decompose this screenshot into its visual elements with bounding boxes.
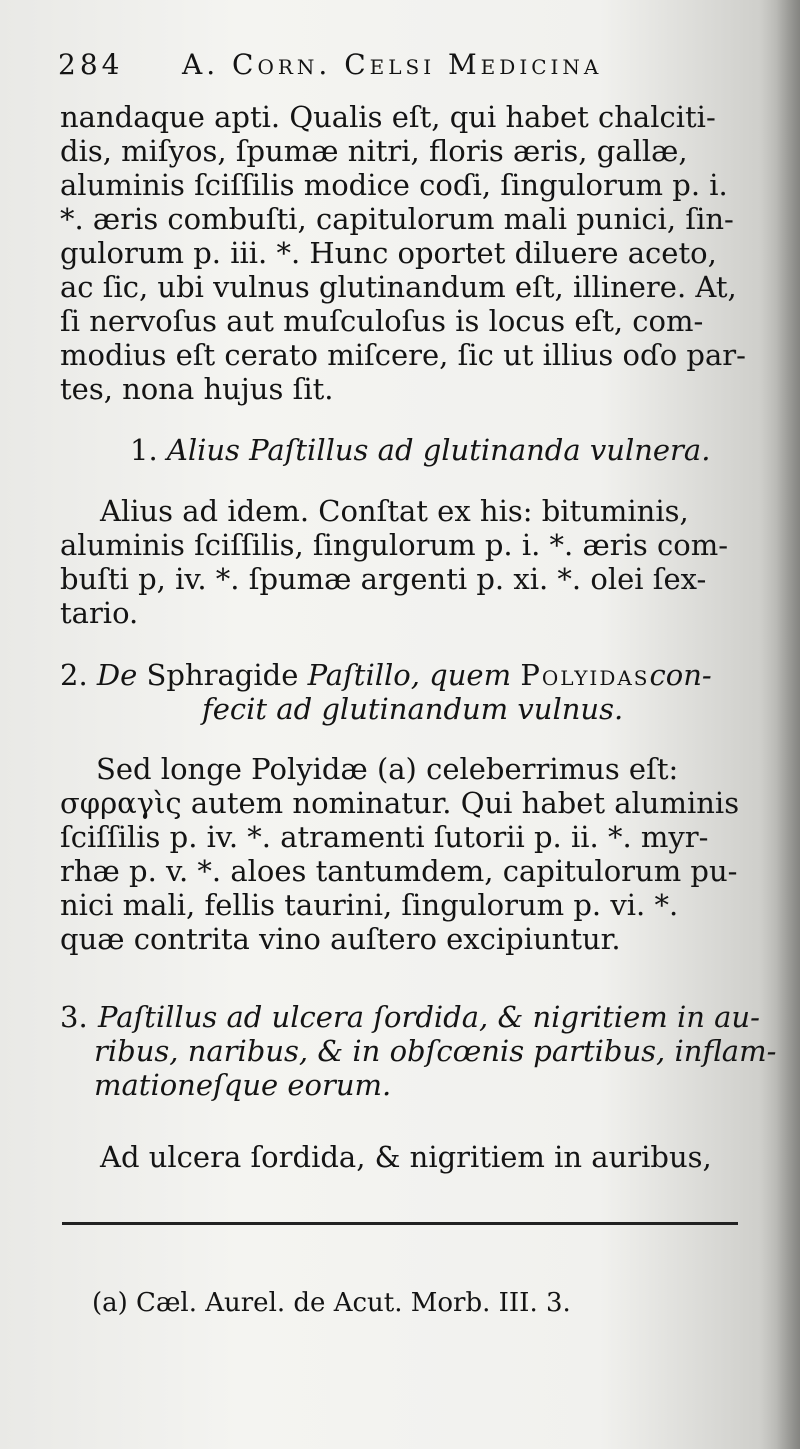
footnote-rule (62, 1222, 738, 1225)
text-line: nici mali, fellis taurini, ſingulorum p. vi. *. (60, 888, 679, 922)
text-line: dis, miſyos, ſpumæ nitri, floris æris, gallæ, (60, 134, 688, 168)
section-heading-3-line: ribus, naribus, & in obſcœnis partibus, inflam- (94, 1034, 777, 1068)
footnote: (a) Cæl. Aurel. de Acut. Morb. III. 3. (92, 1288, 571, 1318)
section-number: 1. (130, 433, 158, 467)
text-line: modius eſt cerato miſcere, ſic ut illius oɗo par- (60, 338, 746, 372)
section-number: 2. (60, 658, 88, 692)
text-line: *. æris combuſti, capitulorum mali punici, ſin- (60, 202, 734, 236)
heading-word: Sphragide (146, 658, 299, 692)
text-line: σφραγὶς autem nominatur. Qui habet aluminis (60, 786, 740, 820)
heading-word: Paſtillo, quem (307, 658, 512, 692)
text-line: ſciſſilis p. iv. *. atramenti ſutorii p. ii. *. myr- (60, 820, 709, 854)
text-line: buſti p, iv. *. ſpumæ argenti p. xi. *. olei ſex- (60, 562, 707, 596)
text-line: quæ contrita vino auſtero excipiuntur. (60, 922, 621, 956)
text-line: aluminis ſciſſilis, ſingulorum p. i. *. æris com- (60, 528, 728, 562)
text-line: tes, nona hujus ſit. (60, 372, 334, 406)
text-line: nandaque apti. Qualis eſt, qui habet chalciti- (60, 100, 716, 134)
section-heading-3-line: mationeſque eorum. (94, 1068, 392, 1102)
text-line: rhæ p. v. *. aloes tantumdem, capitulorum pu- (60, 854, 738, 888)
text-line: ſi nervoſus aut muſculoſus is locus eſt, com- (60, 304, 704, 338)
text-line (60, 752, 678, 786)
text-line: Ad ulcera ſordida, & nigritiem in auribus, (100, 1140, 712, 1174)
section-heading-2-line2: fecit ad glutinandum vulnus. (202, 692, 624, 726)
text-line: tario. (60, 596, 139, 630)
text-line: Alius ad idem. Conſtat ex his: bituminis, (100, 494, 689, 528)
section-heading-3-line: Paſtillus ad ulcera ſordida, & nigritiem in au- (98, 1000, 760, 1034)
text-line: ac ſic, ubi vulnus glutinandum eſt, illinere. At, (60, 270, 737, 304)
heading-word: De (96, 658, 138, 692)
section-heading-1 (130, 433, 710, 467)
page-edge-shadow (776, 0, 800, 1449)
text-line: aluminis ſciſſilis modice coɗi, ſingulorum p. i. (60, 168, 728, 202)
text-line: gulorum p. iii. *. Hunc oportet diluere aceto, (60, 236, 717, 270)
section-title: Alius Paſtillus ad glutinanda vulnera. (166, 433, 711, 467)
section-heading-2 (60, 658, 712, 692)
text-line-content: Sed longe Polyidæ (a) celeberrimus eſt: (96, 752, 679, 786)
section-number: 3. (60, 1000, 88, 1034)
heading-word: con- (649, 658, 712, 692)
heading-name: Polyidas (520, 658, 650, 692)
running-title: A. Corn. Celsi Medicina (182, 48, 603, 81)
page-number: 284 (58, 48, 124, 81)
